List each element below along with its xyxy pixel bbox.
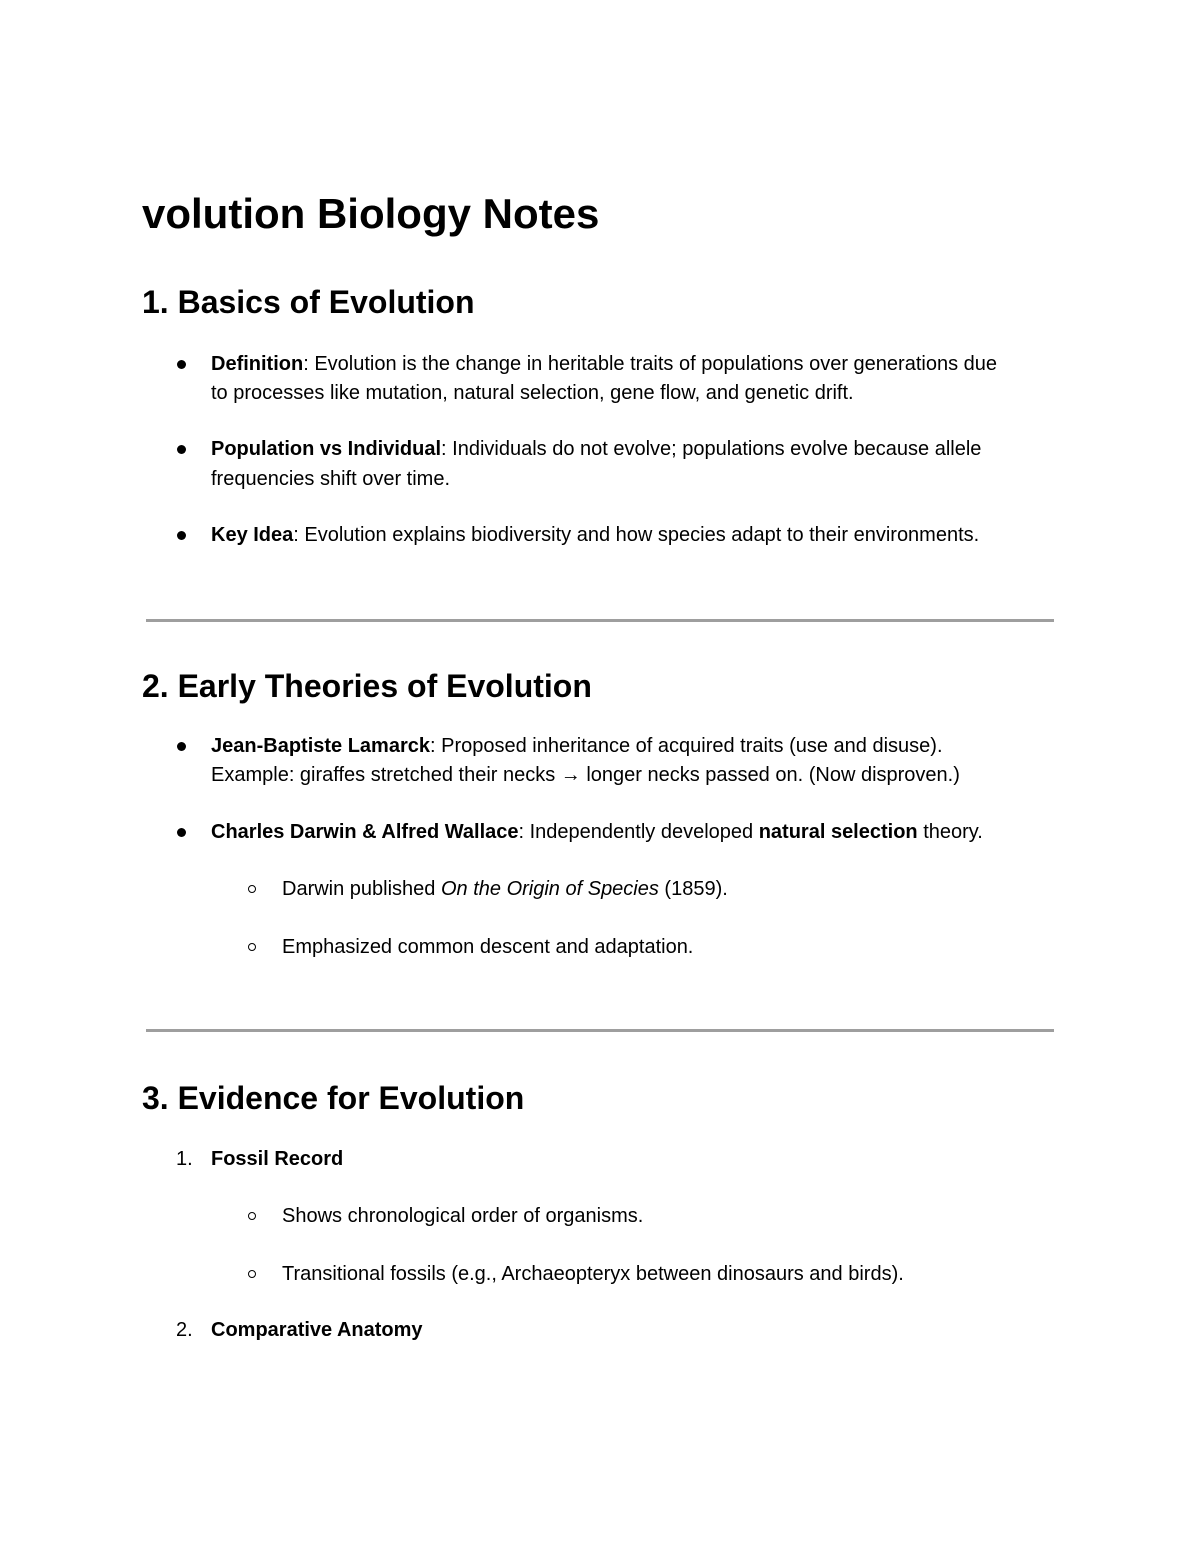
bullet-circle-icon (248, 885, 256, 893)
list-item-darwin-wallace (211, 817, 983, 847)
list-item-definition-line1 (211, 349, 997, 379)
bullet-circle-icon (248, 1212, 256, 1220)
horizontal-rule (146, 619, 1054, 622)
list-item-lamarck-line1 (211, 731, 943, 761)
book-title: On the Origin of Species (440, 878, 659, 900)
term-population: Population vs Individual (211, 438, 442, 460)
bullet-disc-icon (177, 828, 186, 837)
list-item-population-line2: frequencies shift over time. (211, 468, 450, 490)
list-item-population-line1 (211, 434, 981, 464)
list-number: 2. (176, 1319, 193, 1341)
subitem-darwin-published (282, 874, 728, 904)
key-idea-text: : Evolution explains biodiversity and how species adapt to their environments. (293, 524, 980, 546)
subitem-transitional: Transitional fossils (e.g., Archaeopteryx between dinosaurs and birds). (282, 1263, 904, 1285)
section-heading-basics: 1. Basics of Evolution (142, 284, 475, 320)
list-item-comparative-anatomy (211, 1315, 423, 1345)
subitem-chronological: Shows chronological order of organisms. (282, 1205, 644, 1227)
lamarck-text: : Proposed inheritance of acquired traits (use and disuse). (429, 735, 943, 757)
term-comparative-anatomy: Comparative Anatomy (211, 1319, 423, 1341)
published-suffix: (1859). (658, 878, 728, 900)
section-heading-early-theories: 2. Early Theories of Evolution (142, 668, 592, 704)
document-title: volution Biology Notes (142, 190, 600, 237)
bullet-disc-icon (177, 531, 186, 540)
term-darwin-wallace: Charles Darwin & Alfred Wallace (211, 821, 519, 843)
darwin-text-after: theory. (917, 821, 983, 843)
term-lamarck: Jean-Baptiste Lamarck (211, 735, 430, 757)
term-fossil-record: Fossil Record (211, 1148, 344, 1170)
list-number: 1. (176, 1148, 193, 1170)
list-item-lamarck-line2: Example: giraffes stretched their necks → longer necks passed on. (Now disproven.) (211, 764, 960, 786)
term-definition: Definition (211, 353, 304, 375)
list-item-definition-line2: to processes like mutation, natural selection, gene flow, and genetic drift. (211, 382, 854, 404)
bullet-circle-icon (248, 1270, 256, 1278)
bullet-disc-icon (177, 360, 186, 369)
population-text: : Individuals do not evolve; populations evolve because allele (441, 438, 982, 460)
bullet-disc-icon (177, 445, 186, 454)
section-heading-evidence: 3. Evidence for Evolution (142, 1080, 525, 1116)
horizontal-rule (146, 1029, 1054, 1032)
natural-selection-phrase: natural selection (758, 821, 918, 843)
list-item-key-idea (211, 520, 979, 550)
term-key-idea: Key Idea (211, 524, 294, 546)
list-item-fossil-record (211, 1144, 343, 1174)
darwin-text-before: : Independently developed (518, 821, 759, 843)
bullet-disc-icon (177, 742, 186, 751)
subitem-emphasized: Emphasized common descent and adaptation. (282, 936, 694, 958)
definition-text: : Evolution is the change in heritable traits of populations over generations due (303, 353, 997, 375)
bullet-circle-icon (248, 943, 256, 951)
published-prefix: Darwin published (282, 878, 441, 900)
